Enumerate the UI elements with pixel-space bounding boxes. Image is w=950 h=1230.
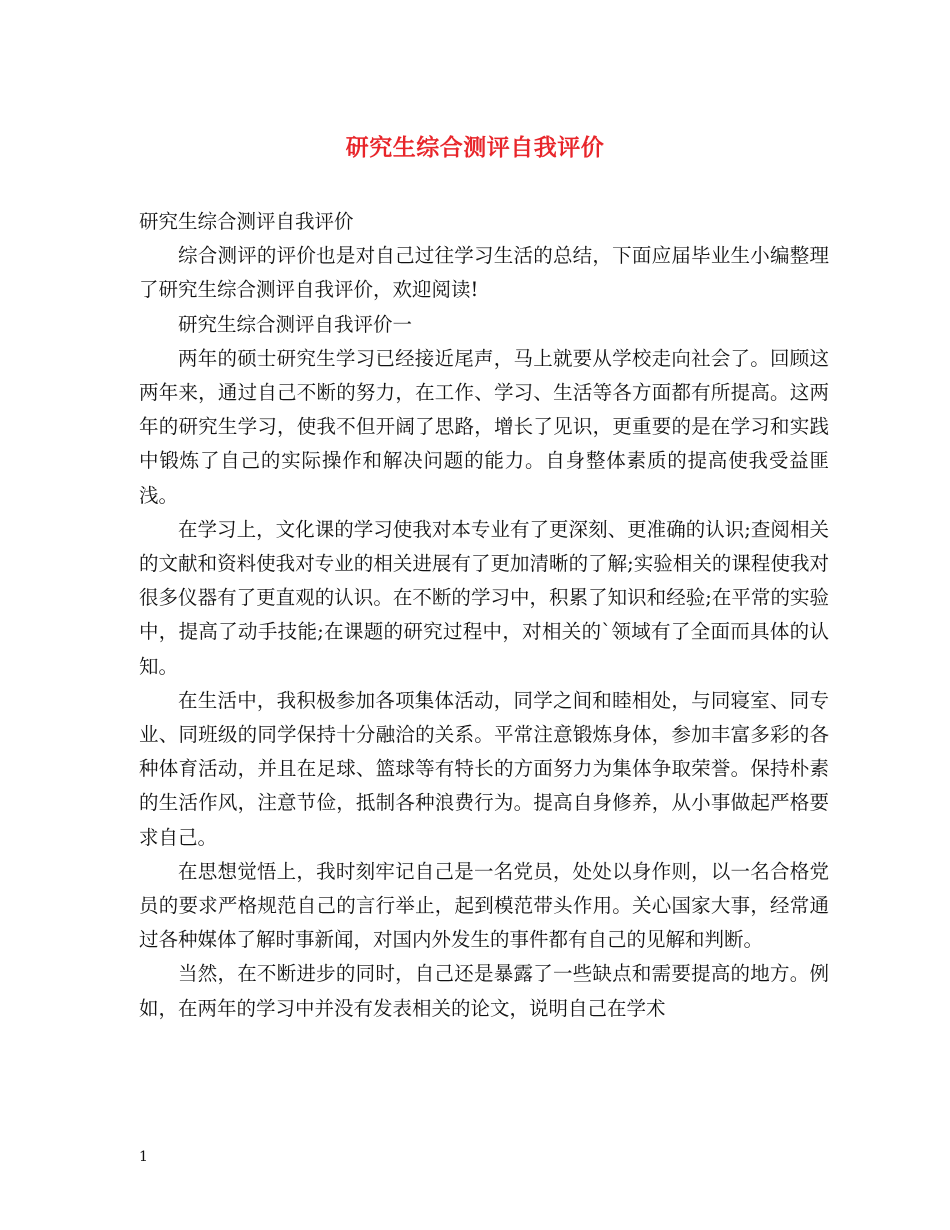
body-paragraph: 当然，在不断进步的同时，自己还是暴露了一些缺点和需要提高的地方。例如，在两年的学习中并没有发表相关的论文，说明自己在学术: [139, 962, 829, 1020]
body-paragraph: 在生活中，我积极参加各项集体活动，同学之间和睦相处，与同寝室、同专业、同班级的同学保持十分融洽的关系。平常注意锻炼身体，参加丰富多彩的各种体育活动，并且在足球、篮球等有特长的方面努力为集体争取荣誉。保持朴素的生活作风，注意节俭，抵制各种浪费行为。提高自身修养，从小事做起严格要求自己。: [139, 688, 829, 849]
body-paragraph-heading: 研究生综合测评自我评价: [139, 210, 354, 233]
page-number: 1: [139, 1149, 148, 1165]
body-paragraph: 在学习上，文化课的学习使我对本专业有了更深刻、更准确的认识;查阅相关的文献和资料使我对专业的相关进展有了更加清晰的了解;实验相关的课程使我对很多仪器有了更直观的认识。在不断的学习中，积累了知识和经验;在平常的实验中，提高了动手技能;在课题的研究过程中，对相关的`领域有了全面而具体的认知。: [139, 517, 829, 678]
body-paragraph: 两年的硕士研究生学习已经接近尾声，马上就要从学校走向社会了。回顾这两年来，通过自己不断的努力，在工作、学习、生活等各方面都有所提高。这两年的研究生学习，使我不但开阔了思路，增长了见识，更重要的是在学习和实践中锻炼了自己的实际操作和解决问题的能力。自身整体素质的提高使我受益匪浅。: [139, 346, 829, 507]
document-body: [139, 205, 829, 1026]
document-title: 研究生综合测评自我评价: [345, 134, 605, 161]
body-paragraph: 在思想觉悟上，我时刻牢记自己是一名党员，处处以身作则，以一名合格党员的要求严格规范自己的言行举止，起到模范带头作用。关心国家大事，经常通过各种媒体了解时事新闻，对国内外发生的事件都有自己的见解和判断。: [139, 859, 829, 952]
body-paragraph-intro: 综合测评的评价也是对自己过往学习生活的总结，下面应届毕业生小编整理了研究生综合测评自我评价，欢迎阅读!: [139, 244, 829, 302]
body-paragraph-section-heading: 研究生综合测评自我评价一: [178, 312, 413, 336]
